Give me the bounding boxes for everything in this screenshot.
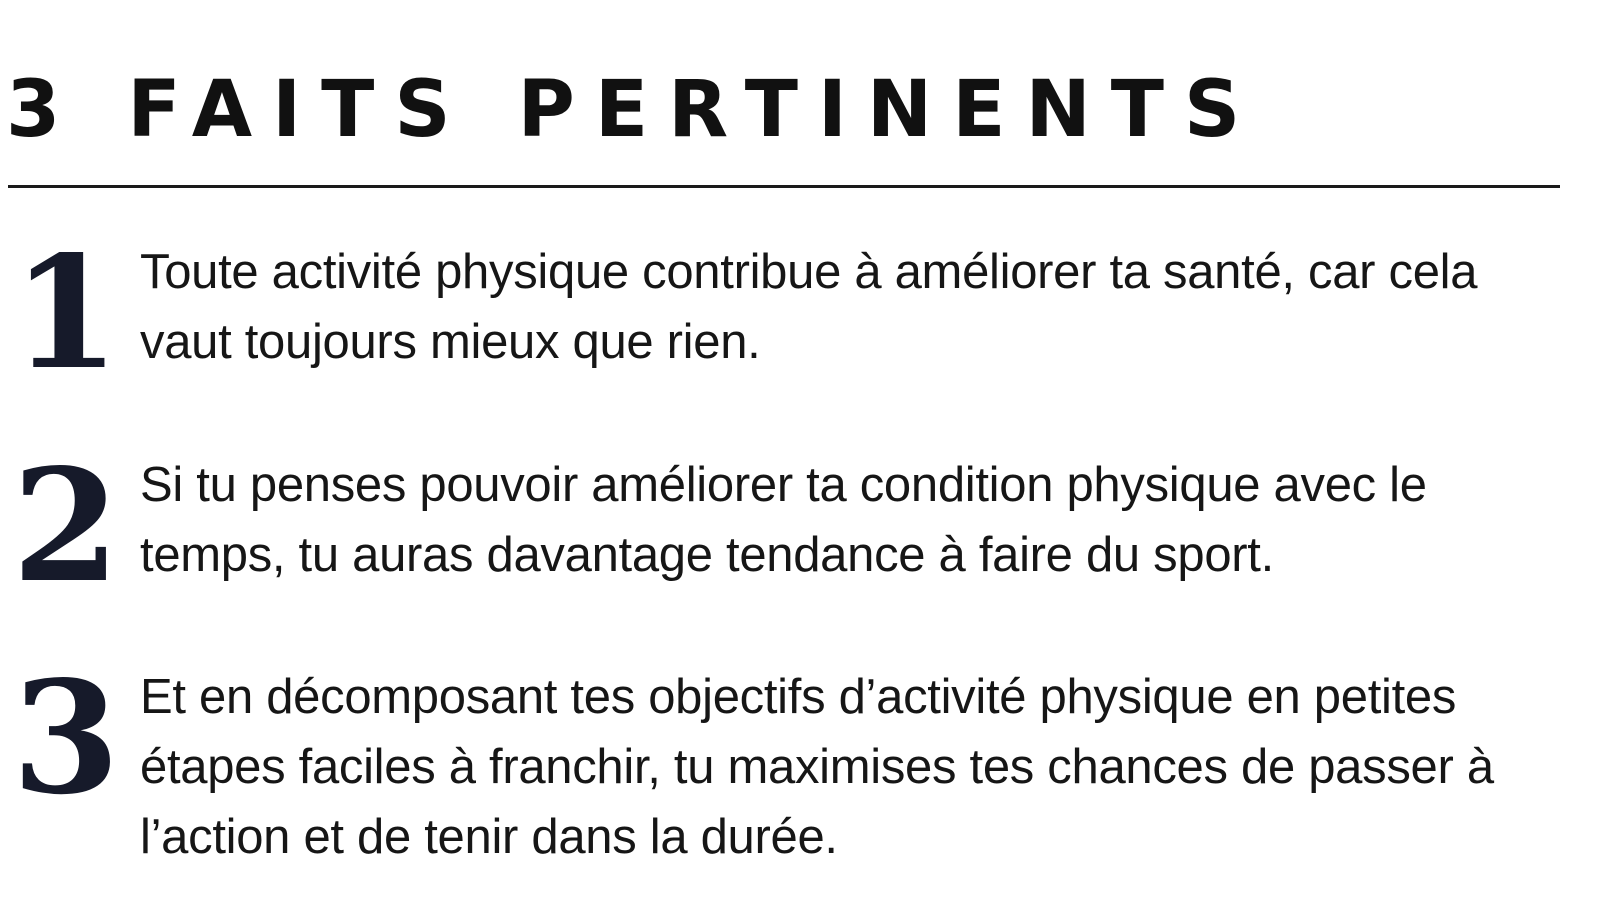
fact-number-2: 2 (12, 434, 120, 617)
page-title: 3 FAITS PERTINENTS (6, 65, 1261, 155)
title-divider (8, 185, 1560, 188)
fact-number-1: 1 (12, 221, 120, 404)
fact-number-3: 3 (12, 646, 120, 829)
fact-text-3: Et en décomposant tes objectifs d’activité physique en petites étapes faciles à franchir, tu maximises tes chances de passer à l’action et de tenir dans la durée. (140, 670, 1494, 864)
fact-text-2: Si tu penses pouvoir améliorer ta condition physique avec le temps, tu auras davantage tendance à faire du sport. (140, 458, 1427, 582)
fact-text-1: Toute activité physique contribue à améliorer ta santé, car cela vaut toujours mieux que rien. (140, 245, 1478, 369)
